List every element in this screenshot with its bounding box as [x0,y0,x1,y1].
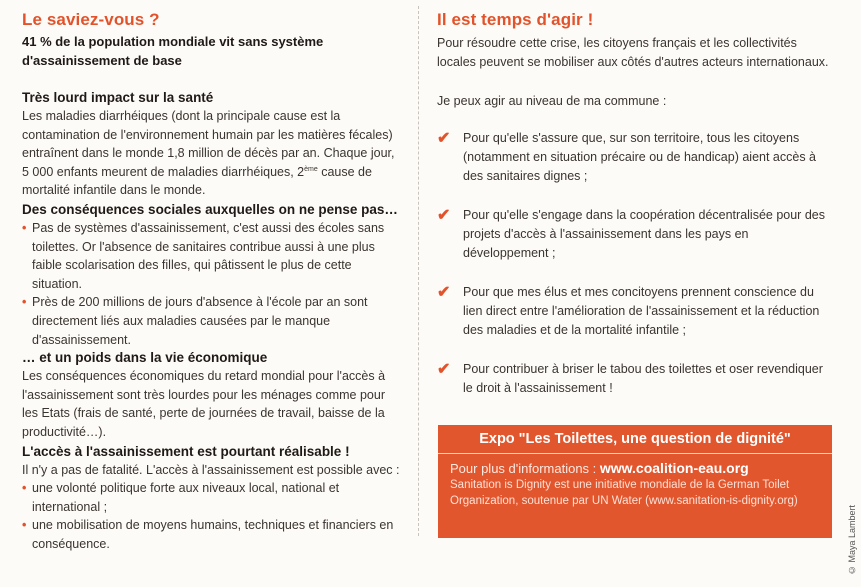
check-icon: ✔ [437,361,451,378]
health-text-a: Les maladies diarrhéiques (dont la principale cause est la contamination de l'environnement humain par les matières fécales) entraînent dans le monde 1,8 million de décès par an. Chaque jour, 5 000 enfants meurent de maladies diarrhéiques, 2 [22,109,395,179]
expo-info-label: Pour plus d'informations : [450,461,600,476]
expo-info [450,460,822,477]
action-text: Pour que mes élus et mes concitoyens prennent conscience du lien direct entre l'amélioration de l'assainissement et la réduction des maladies et de la mortalité infantile ; [463,285,820,337]
action-item [437,129,832,186]
left-column [22,10,402,553]
action-item [437,206,832,263]
feasible-bullet: • une mobilisation de moyens humains, techniques et financiers en conséquence. [22,516,402,553]
health-text-b: cause de mortalité infantile dans le monde. [22,164,372,198]
right-column [437,10,832,398]
social-bullet: • Pas de systèmes d'assainissement, c'est aussi des écoles sans toilettes. Or l'absence de sanitaires contribue aussi à une plus faible scolarisation des filles, qui pâtissent le plus de cette situation. [22,219,402,293]
photo-credit: © Maya Lambert [847,504,857,575]
action-text: Pour contribuer à briser le tabou des toilettes et oser revendiquer le droit à l'assainissement ! [463,362,823,395]
feasible-title: L'accès à l'assainissement est pourtant réalisable ! [22,443,350,459]
expo-website-link[interactable]: www.coalition-eau.org [599,460,749,476]
action-item [437,283,832,340]
intro-statement: 41 % de la population mondiale vit sans système d'assainissement de base [22,34,324,68]
feasible-text: Il n'y a pas de fatalité. L'accès à l'assainissement est possible avec : [22,462,400,477]
expo-title: Expo "Les Toilettes, une question de dignité" [438,431,832,454]
feasible-bullet: • une volonté politique forte aux niveaux local, national et international ; [22,479,402,516]
action-item [437,360,832,398]
health-title: Très lourd impact sur la santé [22,90,214,105]
right-intro: Pour résoudre cette crise, les citoyens français et les collectivités locales peuvent se mobiliser aux côtés d'autres acteurs internationaux. [437,36,829,69]
economy-text: Les conséquences économiques du retard mondial pour l'accès à l'assainissement sont très lourdes pour les ménages comme pour les Etats (frais de santé, perte de journées de travail, baisse de la productivité…). [22,369,386,439]
check-icon: ✔ [437,284,451,301]
social-title: Des conséquences sociales auxquelles on ne pense pas… [22,201,398,217]
check-icon: ✔ [437,130,451,147]
expo-box [438,425,832,538]
social-bullet: • Près de 200 millions de jours d'absence à l'école par an sont directement liés aux maladies causées par le manque d'assainissement. [22,293,402,349]
action-text: Pour qu'elle s'engage dans la coopération décentralisée pour des projets d'accès à l'assainissement dans les pays en développement ; [463,208,825,260]
expo-description: Sanitation is Dignity est une initiative mondiale de la German Toilet Organization, soutenue par UN Water (www.sanitation-is-dignity.org) [450,479,798,507]
action-text: Pour qu'elle s'assure que, sur son territoire, tous les citoyens (notamment en situation précaire ou de handicap) aient accès à des sanitaires dignes ; [463,131,816,183]
health-text-sup: ème [304,165,318,173]
health-text [22,107,402,200]
right-lead: Je peux agir au niveau de ma commune : [437,94,667,108]
left-heading: Le saviez-vous ? [22,10,160,29]
column-divider [418,6,419,536]
right-heading: Il est temps d'agir ! [437,10,594,29]
economy-title: … et un poids dans la vie économique [22,350,268,366]
check-icon: ✔ [437,207,451,224]
